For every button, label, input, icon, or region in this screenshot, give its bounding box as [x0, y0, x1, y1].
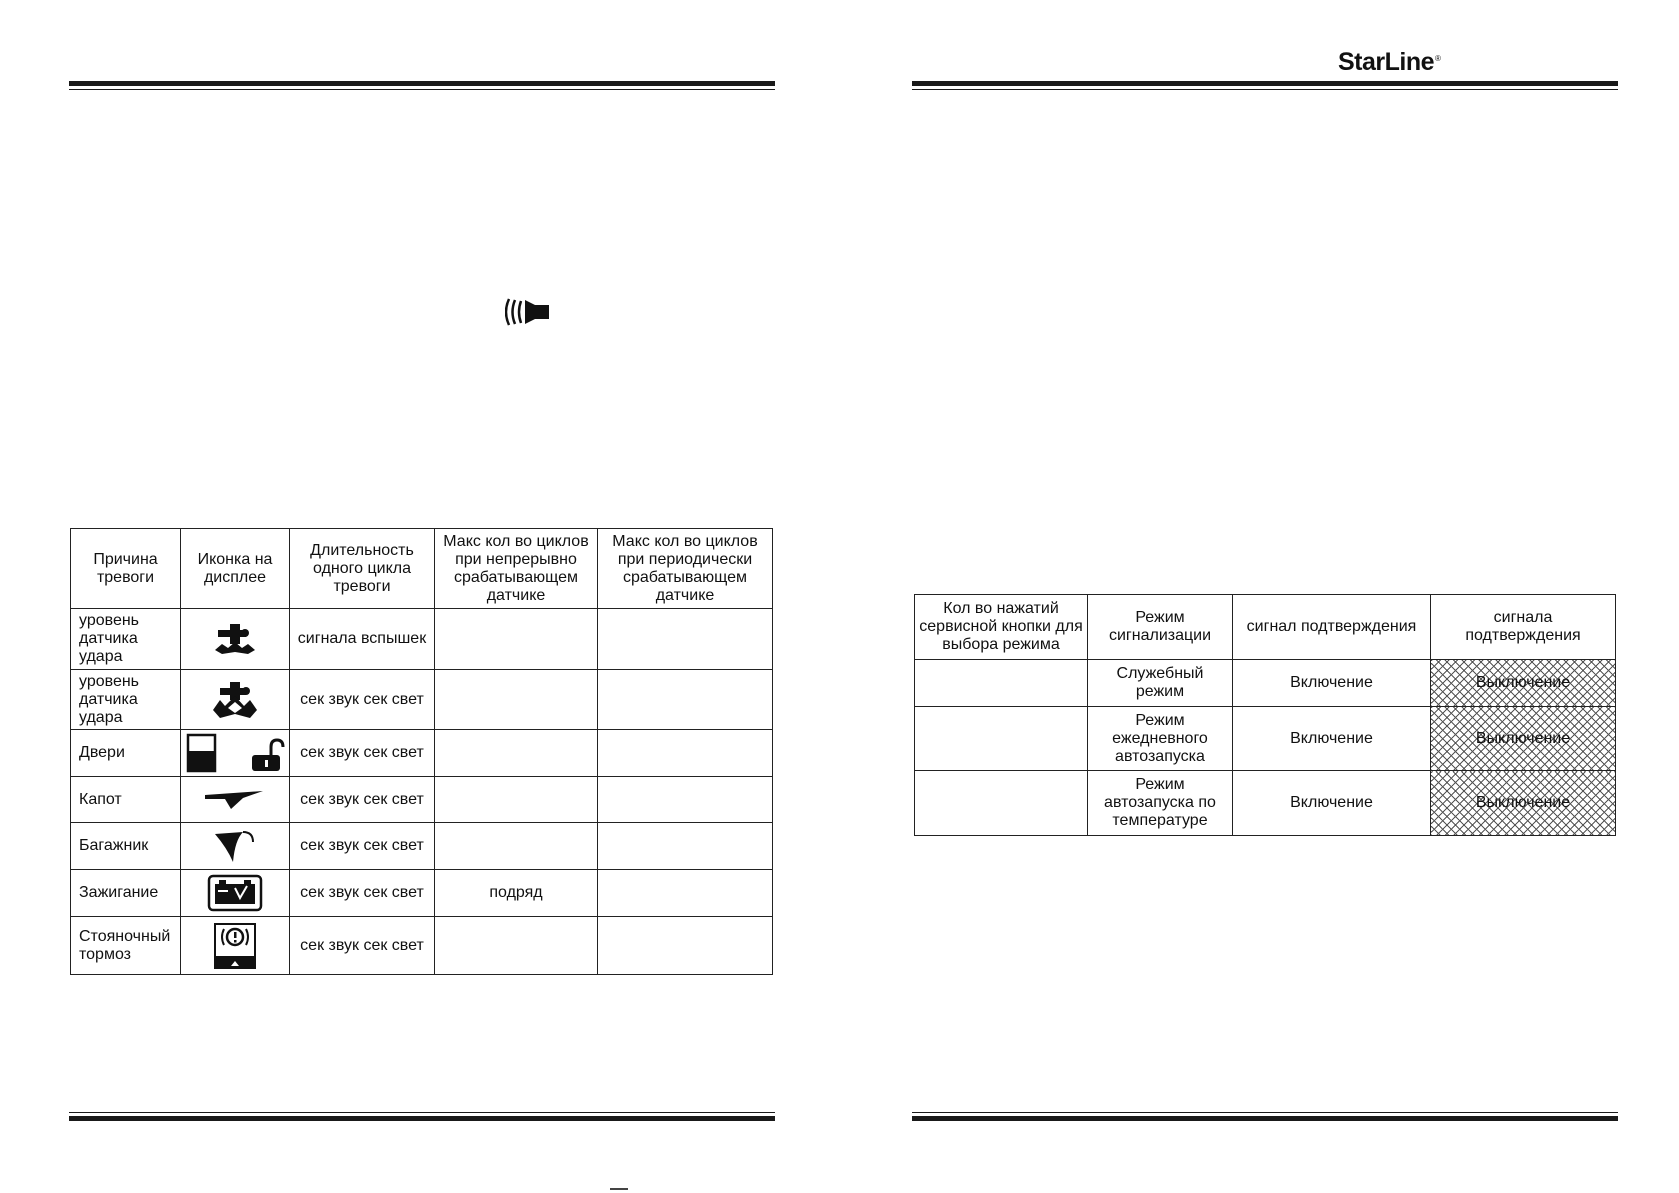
periodic-cell — [598, 823, 773, 870]
mode-cell: Режим ежедневного автозапуска — [1088, 707, 1233, 771]
presses-cell — [915, 771, 1088, 836]
off-label: Выключение — [1475, 794, 1571, 811]
door-lock-icon — [185, 733, 285, 773]
duration-cell: сек звук сек свет — [290, 777, 435, 823]
periodic-cell — [598, 609, 773, 670]
periodic-cell — [598, 870, 773, 917]
mode-table — [914, 594, 1616, 836]
header-cause: Причина тревоги — [71, 529, 181, 609]
on-cell: Включение — [1233, 771, 1431, 836]
presses-cell — [915, 707, 1088, 771]
cause-cell: Двери — [71, 730, 181, 777]
continuous-cell — [435, 777, 598, 823]
table-row — [915, 771, 1616, 836]
table-row — [71, 870, 773, 917]
off-label: Выключение — [1475, 729, 1571, 747]
duration-cell: сек звук сек свет — [290, 917, 435, 975]
periodic-cell — [598, 917, 773, 975]
ignition-battery-icon — [207, 874, 263, 912]
cause-cell: Стояночный тормоз — [71, 917, 181, 975]
table-row — [71, 730, 773, 777]
header-continuous: Макс кол во циклов при непрерывно срабатывающем датчике — [435, 529, 598, 609]
duration-cell: сек звук сек свет — [290, 823, 435, 870]
mode-cell: Служебный режим — [1088, 660, 1233, 707]
left-footer-rule — [69, 1112, 775, 1124]
shock-sensor-icon — [212, 622, 258, 656]
cause-cell: Багажник — [71, 823, 181, 870]
duration-cell: сигнала вспышек — [290, 609, 435, 670]
alarm-table — [70, 528, 773, 975]
right-footer-rule — [912, 1112, 1618, 1124]
duration-cell: сек звук сек свет — [290, 670, 435, 730]
siren-icon — [505, 296, 551, 328]
off-label: Выключение — [1475, 674, 1571, 691]
header-mode: Режим сигнализации — [1088, 595, 1233, 660]
continuous-cell — [435, 730, 598, 777]
parking-brake-icon — [213, 922, 257, 970]
header-on-signal: сигнал подтверждения — [1233, 595, 1431, 660]
periodic-cell — [598, 777, 773, 823]
off-cell — [1431, 707, 1616, 771]
table-row — [71, 917, 773, 975]
periodic-cell — [598, 730, 773, 777]
table-row — [71, 609, 773, 670]
table-row — [71, 777, 773, 823]
shock-sensor-alarm-icon — [210, 680, 260, 720]
page-edge-mark — [610, 1188, 628, 1190]
header-duration: Длительность одного цикла тревоги — [290, 529, 435, 609]
cause-cell: уровень датчика удара — [71, 609, 181, 670]
header-presses: Кол во нажатий сервисной кнопки для выбора режима — [915, 595, 1088, 660]
continuous-cell — [435, 917, 598, 975]
header-periodic: Макс кол во циклов при периодически срабатывающем датчике — [598, 529, 773, 609]
continuous-cell: подряд — [435, 870, 598, 917]
right-header-rule — [912, 81, 1618, 93]
on-cell: Включение — [1233, 707, 1431, 771]
off-cell — [1431, 771, 1616, 836]
table-row — [915, 707, 1616, 771]
trunk-icon — [213, 828, 257, 864]
continuous-cell — [435, 609, 598, 670]
header-off-signal: сигнала подтверждения — [1431, 595, 1616, 660]
presses-cell — [915, 660, 1088, 707]
mode-cell: Режим автозапуска по температуре — [1088, 771, 1233, 836]
continuous-cell — [435, 823, 598, 870]
on-cell: Включение — [1233, 660, 1431, 707]
table-row — [71, 670, 773, 730]
left-header-rule — [69, 81, 775, 93]
duration-cell: сек звук сек свет — [290, 870, 435, 917]
cause-cell: Зажигание — [71, 870, 181, 917]
continuous-cell — [435, 670, 598, 730]
hood-icon — [203, 789, 267, 811]
header-icon: Иконка на дисплее — [181, 529, 290, 609]
table-row — [71, 823, 773, 870]
table-row — [915, 660, 1616, 707]
duration-cell: сек звук сек свет — [290, 730, 435, 777]
periodic-cell — [598, 670, 773, 730]
off-cell — [1431, 660, 1616, 707]
cause-cell: Капот — [71, 777, 181, 823]
cause-cell: уровень датчика удара — [71, 670, 181, 730]
starline-logo: StarLine® — [1338, 48, 1441, 76]
